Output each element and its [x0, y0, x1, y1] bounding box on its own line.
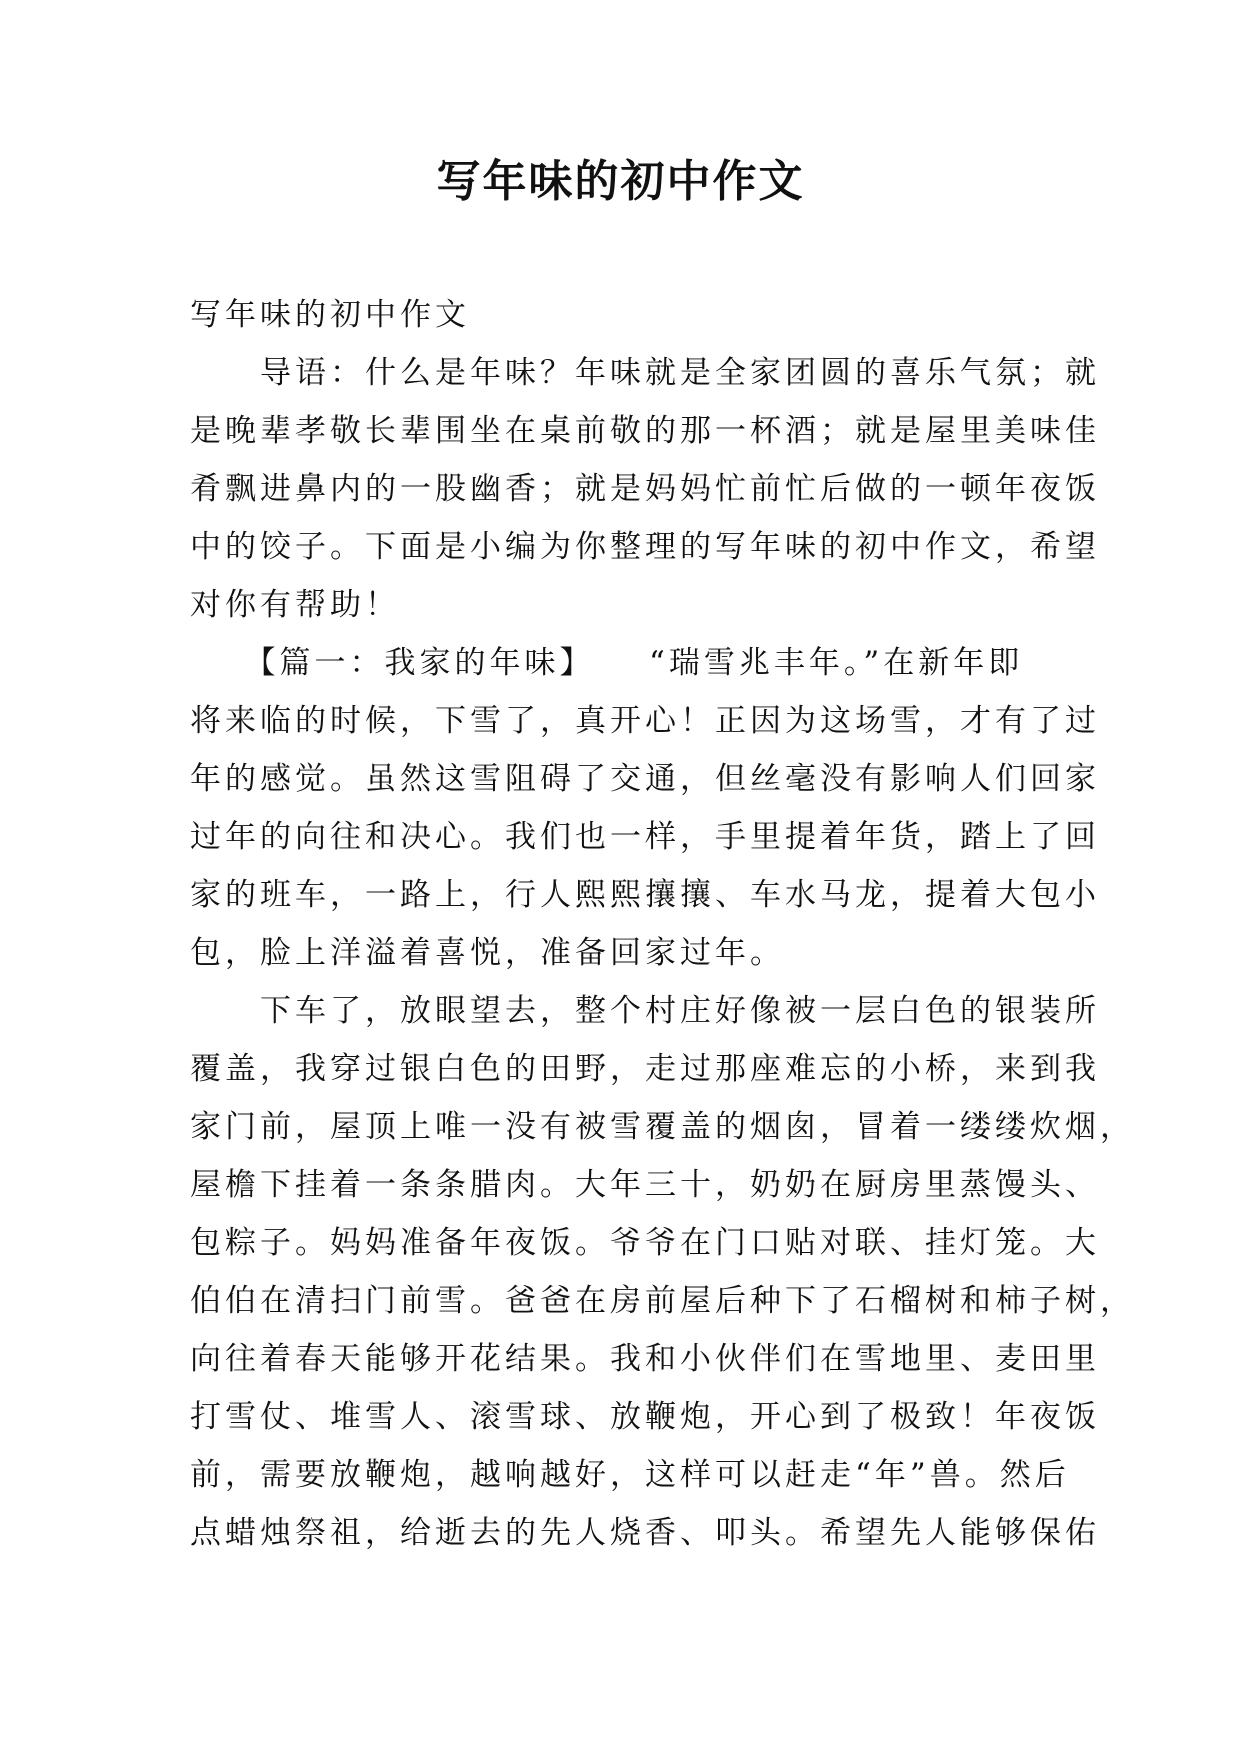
text-line: 中的饺子。下面是小编为你整理的写年味的初中作文，希望	[190, 529, 1100, 565]
text-line: 下车了，放眼望去，整个村庄好像被一层白色的银装所	[190, 993, 1100, 1029]
text-line: 前，需要放鞭炮，越响越好，这样可以赶走“年”兽。然后	[190, 1457, 1070, 1493]
text-line: 屋檐下挂着一条条腊肉。大年三十，奶奶在厨房里蒸馒头、	[190, 1167, 1100, 1203]
text-line: 向往着春天能够开花结果。我和小伙伴们在雪地里、麦田里	[190, 1341, 1100, 1377]
text-line: 【篇一：我家的年味】 “瑞雪兆丰年。”在新年即	[190, 645, 1024, 681]
text-line: 过年的向往和决心。我们也一样，手里提着年货，踏上了回	[190, 819, 1100, 855]
text-line: 家的班车，一路上，行人熙熙攘攘、车水马龙，提着大包小	[190, 877, 1100, 913]
text-line: 家门前，屋顶上唯一没有被雪覆盖的烟囱，冒着一缕缕炊烟，	[190, 1109, 1135, 1145]
text-line: 覆盖，我穿过银白色的田野，走过那座难忘的小桥，来到我	[190, 1051, 1100, 1087]
text-line: 年的感觉。虽然这雪阻碍了交通，但丝毫没有影响人们回家	[190, 761, 1100, 797]
text-line: 导语：什么是年味？年味就是全家团圆的喜乐气氛；就	[190, 355, 1100, 391]
text-line: 写年味的初中作文	[190, 297, 470, 333]
document-body	[190, 286, 1135, 1562]
text-line: 伯伯在清扫门前雪。爸爸在房前屋后种下了石榴树和柿子树，	[190, 1283, 1135, 1319]
document-title: 写年味的初中作文	[436, 156, 805, 207]
text-line: 肴飘进鼻内的一股幽香；就是妈妈忙前忙后做的一顿年夜饭	[190, 471, 1100, 507]
text-line: 是晚辈孝敬长辈围坐在桌前敬的那一杯酒；就是屋里美味佳	[190, 413, 1100, 449]
text-line: 点蜡烛祭祖，给逝去的先人烧香、叩头。希望先人能够保佑	[190, 1515, 1100, 1551]
text-line: 包，脸上洋溢着喜悦，准备回家过年。	[190, 935, 785, 971]
text-line: 包粽子。妈妈准备年夜饭。爷爷在门口贴对联、挂灯笼。大	[190, 1225, 1100, 1261]
text-line: 打雪仗、堆雪人、滚雪球、放鞭炮，开心到了极致！年夜饭	[190, 1399, 1100, 1435]
text-line: 对你有帮助！	[190, 587, 400, 623]
text-line: 将来临的时候，下雪了，真开心！正因为这场雪，才有了过	[190, 703, 1100, 739]
